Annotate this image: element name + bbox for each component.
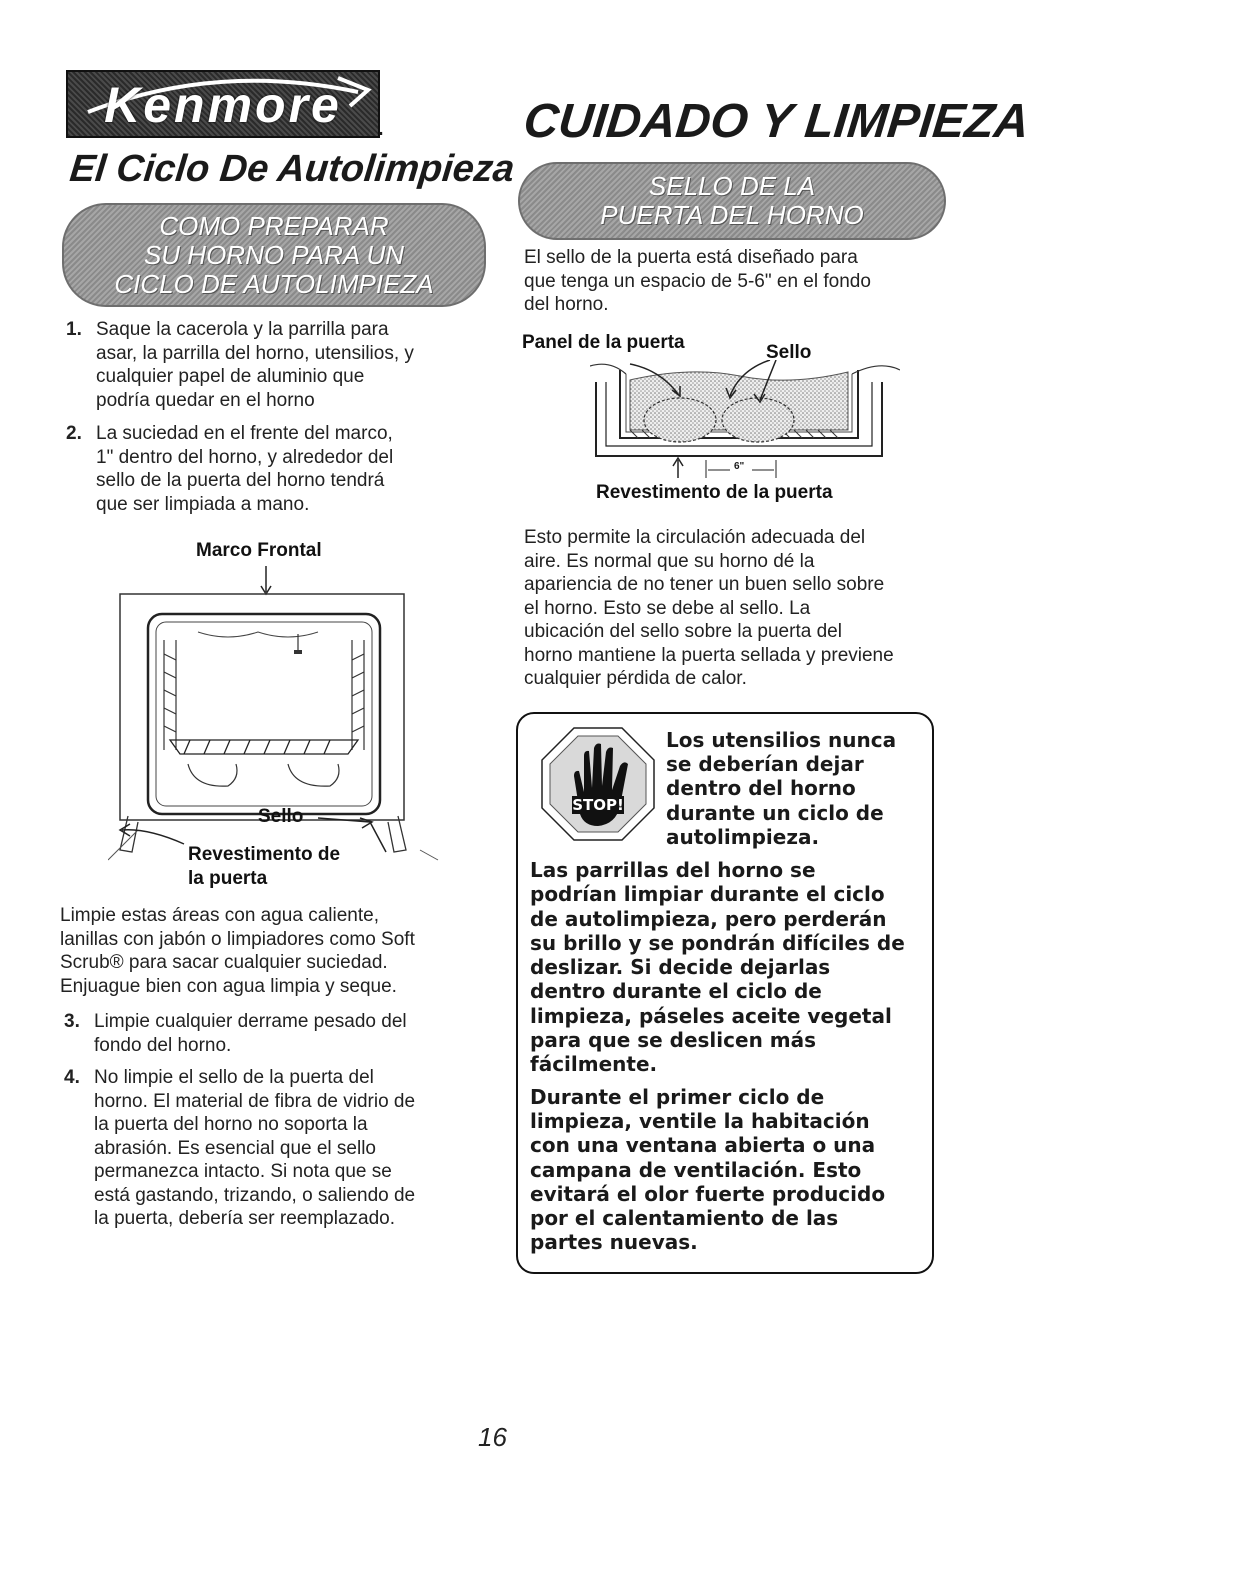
text-line: partes nuevas. (530, 1230, 698, 1255)
steps-list-bottom (64, 1010, 484, 1250)
list-item (66, 318, 414, 412)
item-line: está gastando, trizando, o saliendo de (94, 1184, 416, 1206)
door-seal-diagram (590, 360, 900, 480)
banner-line: PUERTA DEL HORNO (600, 200, 864, 230)
text-line: Limpie estas áreas con agua caliente, (60, 905, 379, 926)
stop-text: STOP! (572, 796, 624, 814)
text-line: Enjuague bien con agua limpia y seque. (60, 975, 397, 997)
page-number: 16 (478, 1422, 507, 1452)
dimension-label: 6" (734, 461, 745, 472)
item-line: podría quedar en el horno (96, 389, 315, 411)
text-line: limpieza, ventile la habitación (530, 1108, 870, 1133)
item-line: asar, la parrilla del horno, utensilios, y (96, 342, 414, 364)
text-line: por el calentamiento de las (530, 1206, 839, 1231)
label-line: la puerta (188, 868, 268, 889)
text-line: el horno. Esto se debe al sello. La (524, 597, 811, 619)
steps-list-top (66, 318, 486, 538)
list-item (64, 1010, 407, 1057)
text-line: dentro durante el ciclo de (530, 979, 822, 1004)
warning-heading (666, 728, 926, 849)
text-line: Los utensilios nunca (666, 728, 897, 752)
item-line: horno. El material de fibra de vidrio de (94, 1090, 416, 1112)
list-item (66, 422, 393, 516)
item-number: 1. (66, 319, 82, 340)
item-line: abrasión. Es esencial que el sello (94, 1137, 377, 1159)
door-liner-label (188, 843, 340, 891)
section-subtitle: El Ciclo De Autolimpieza (67, 148, 517, 190)
seal-paragraph (524, 526, 954, 691)
text-line: durante un ciclo de (666, 800, 884, 825)
item-line: 1" dentro del horno, y alrededor del (96, 446, 394, 468)
warning-body (530, 858, 930, 1263)
brand-name: Kenmore (104, 77, 342, 133)
item-line: fondo del horno. (94, 1034, 232, 1056)
text-line: de autolimpieza, pero perderán (530, 906, 887, 931)
label-line: Revestimento de (188, 844, 341, 865)
item-number: 3. (64, 1011, 80, 1032)
seal-intro (524, 246, 944, 317)
text-line: Las parrillas del horno se (530, 858, 816, 882)
text-line: que tenga un espacio de 5-6" en el fondo (524, 270, 871, 292)
banner-line: COMO PREPARAR (159, 210, 389, 241)
item-number: 4. (64, 1067, 80, 1088)
text-line: lanillas con jabón o limpiadores como Soft (60, 928, 415, 950)
seal-label-right: Sello (766, 342, 812, 363)
page-title: CUIDADO Y LIMPIEZA (521, 95, 1032, 148)
text-line: Scrub® para sacar cualquier suciedad. (60, 952, 388, 973)
door-panel-label: Panel de la puerta (522, 332, 685, 353)
text-line: El sello de la puerta está diseñado para (524, 247, 858, 268)
item-line: que ser limpiada a mano. (96, 493, 310, 515)
cleaning-paragraph (60, 904, 490, 998)
seal-label: Sello (258, 806, 304, 827)
banner-line: CICLO DE AUTOLIMPIEZA (114, 268, 434, 299)
banner-line: SU HORNO PARA UN (143, 239, 404, 270)
text-line: con una ventana abierta o una (530, 1133, 876, 1158)
text-line: cualquier pérdida de calor. (524, 668, 747, 689)
prepare-banner (62, 203, 486, 307)
warning-paragraph (530, 1085, 930, 1255)
text-line: fácilmente. (530, 1052, 658, 1077)
text-line: autolimpieza. (666, 824, 820, 849)
text-line: evitará el olor fuerte producido (530, 1181, 886, 1206)
text-line: ubicación del sello sobre la puerta del (524, 621, 842, 642)
warning-paragraph (530, 858, 930, 1077)
front-frame-label: Marco Frontal (196, 540, 322, 561)
door-liner-label-right: Revestimento de la puerta (596, 482, 833, 503)
stop-hand-icon (540, 726, 656, 842)
door-seal-banner (518, 162, 946, 240)
logo-dot: . (378, 118, 384, 140)
text-line: para que se deslicen más (530, 1028, 817, 1053)
item-line: permanezca intacto. Si nota que se (94, 1161, 392, 1182)
text-line: dentro del horno (666, 776, 856, 801)
item-line: No limpie el sello de la puerta del (94, 1067, 374, 1088)
text-line: se deberían dejar (666, 752, 864, 777)
text-line: horno mantiene la puerta sellada y previene (524, 644, 894, 666)
item-line: sello de la puerta del horno tendrá (96, 470, 385, 491)
text-line: limpieza, páseles aceite vegetal (530, 1003, 892, 1028)
kenmore-logo (66, 70, 380, 138)
text-line: del horno. (524, 294, 609, 315)
item-line: Saque la cacerola y la parrilla para (96, 319, 389, 340)
text-line: su brillo y se pondrán difíciles de (530, 930, 905, 955)
item-line: La suciedad en el frente del marco, (96, 423, 393, 444)
item-line: Limpie cualquier derrame pesado del (94, 1011, 407, 1032)
item-line: cualquier papel de aluminio que (96, 366, 365, 387)
text-line: aire. Es normal que su horno dé la (524, 550, 815, 572)
item-number: 2. (66, 423, 82, 444)
oven-front-diagram (108, 560, 448, 880)
list-item (64, 1066, 415, 1231)
banner-line: SELLO DE LA (648, 171, 816, 201)
text-line: campana de ventilación. Esto (530, 1157, 862, 1182)
item-line: la puerta del horno no soporta la (94, 1114, 368, 1135)
item-line: la puerta, debería ser reemplazado. (94, 1208, 396, 1229)
text-line: Esto permite la circulación adecuada del (524, 527, 866, 548)
text-line: apariencia de no tener un buen sello sobre (524, 574, 885, 595)
text-line: podrían limpiar durante el ciclo (530, 882, 885, 907)
text-line: Durante el primer ciclo de (530, 1084, 825, 1109)
text-line: deslizar. Si decide dejarlas (530, 955, 831, 980)
